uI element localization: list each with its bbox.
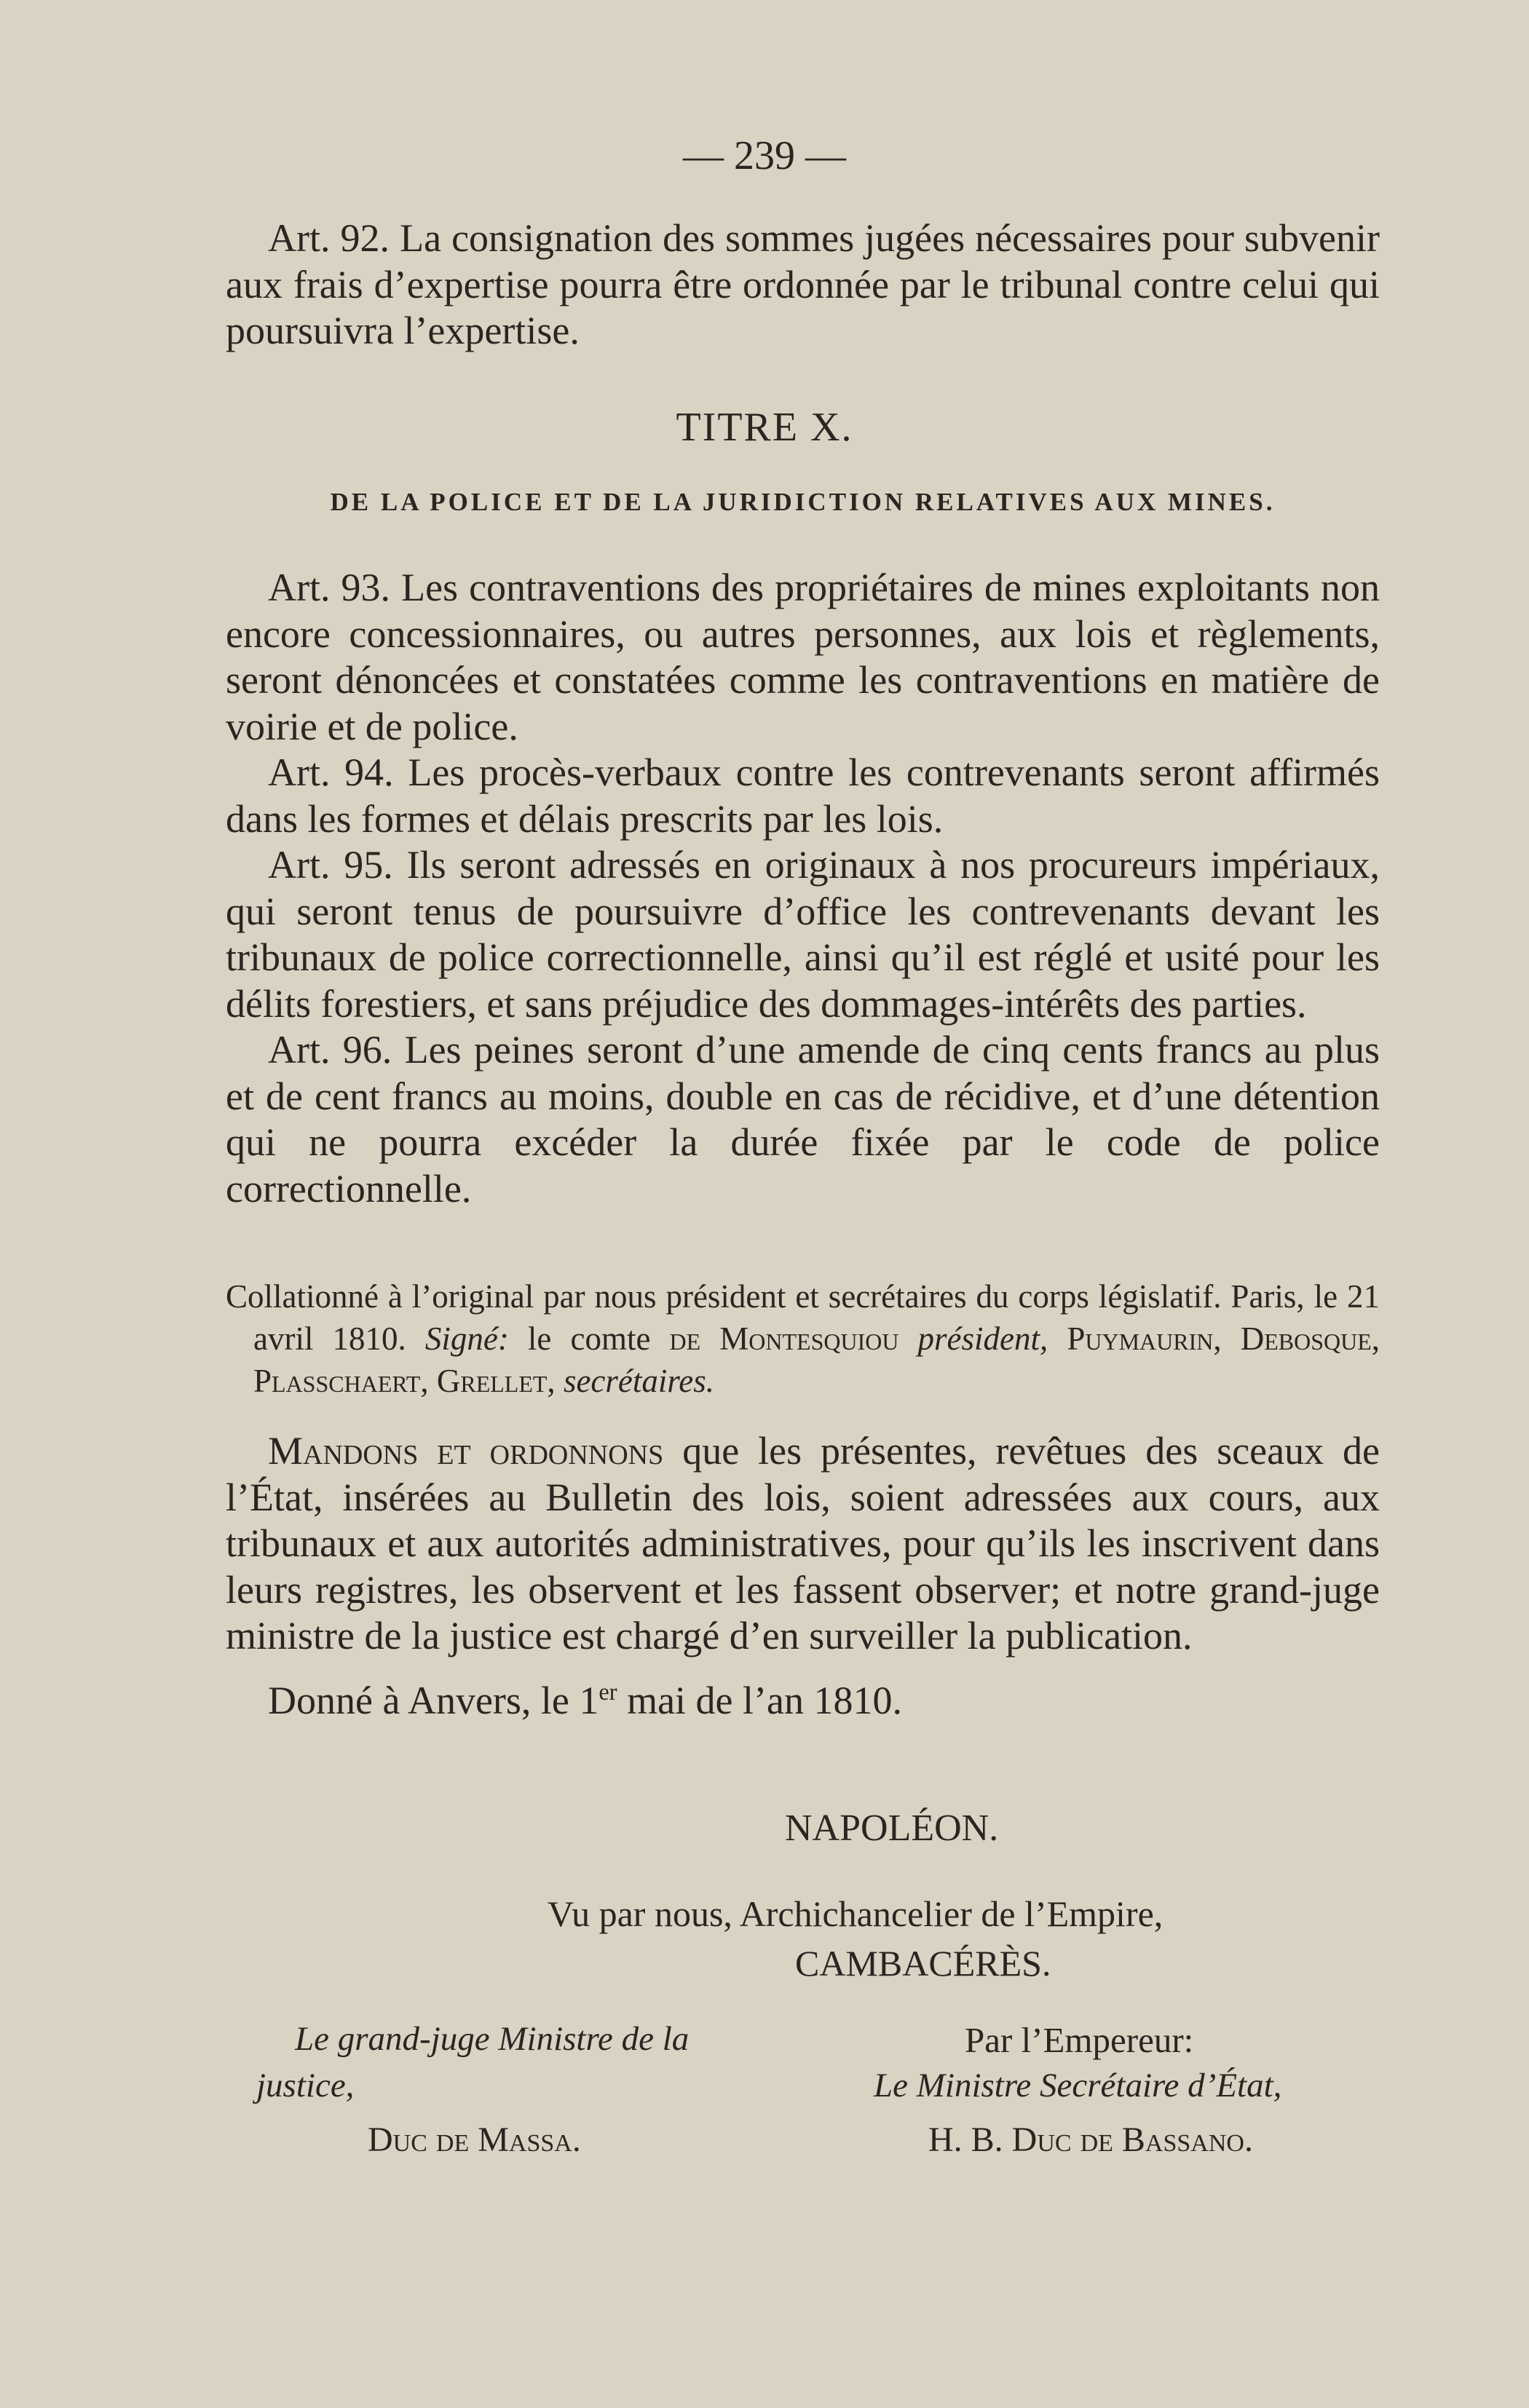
page-number: — 239 —: [683, 133, 846, 178]
section-subheading: DE LA POLICE ET DE LA JURIDICTION RELATIVES AUX MINES.: [330, 488, 1276, 516]
mandons-paragraph: Mandons et ordonnons que les présentes, revêtues des sceaux de l’État, insérées au Bulletin des lois, soient adressées aux cours, aux tribunaux et aux autorités administratives, pour qu’ils les inscrivent dans leurs registres, les observent et les fassent observer; et notre grand-juge ministre de la justice est chargé d’en surveiller la publication. Donné à Anvers, le 1er mai de l’an 1810.: [226, 1428, 1380, 1724]
article-label: Art. 93.: [268, 566, 391, 609]
section-title: TITRE X.: [676, 405, 853, 450]
left-sig-line1: Le grand-juge Ministre de la: [295, 2020, 690, 2058]
article-94: [226, 750, 1380, 842]
article-label: Art. 96.: [268, 1028, 392, 1072]
article-label: Art. 94.: [268, 750, 394, 794]
article-95: [226, 842, 1380, 1027]
article-text: Les peines seront d’une amende de cinq cents francs au plus et de cent francs au moins, double en cas de récidive, et d’une détention qui ne pourra excéder la durée fixée par le code de police correctionnelle.: [226, 1028, 1380, 1211]
collation-note: Collationné à l’original par nous président et secrétaires du corps législatif. Paris, le 21 avril 1810. Signé: le comte de Montesquiou président, Puymaurin, Debosque, Plasschaert, Grellet, secrétaires.: [226, 1278, 1380, 1399]
left-sig-name: Duc de Massa.: [368, 2120, 581, 2159]
article-text: Ils seront adressés en originaux à nos procureurs impériaux, qui seront tenus de poursuivre d’office les contrevenants devant les tribunaux de police correctionnelle, ainsi qu’il est réglé et usité pour les délits forestiers, et sans préjudice des dommages-intérêts des parties.: [226, 843, 1380, 1026]
right-sig-line2: Le Ministre Secrétaire d’État,: [874, 2067, 1282, 2104]
articles-93-96: [226, 565, 1380, 1212]
cambaceres-signature: CAMBACÉRÈS.: [795, 1943, 1051, 1984]
article-text: La consignation des sommes jugées nécessaires pour subvenir aux frais d’expertise pourra être ordonnée par le tribunal contre celui qui poursuivra l’expertise.: [226, 216, 1380, 352]
napoleon-signature: NAPOLÉON.: [785, 1807, 999, 1849]
article-93: [226, 565, 1380, 750]
left-sig-line2: justice,: [256, 2067, 355, 2104]
article-92: [226, 215, 1380, 355]
right-sig-name: H. B. Duc de Bassano.: [928, 2120, 1253, 2159]
right-sig-line1: Par l’Empereur:: [965, 2020, 1194, 2060]
article-text: Les contraventions des propriétaires de mines exploitants non encore concessionnaires, ou autres personnes, aux lois et règlements, seront dénoncées et constatées comme les contraventions en matière de voirie et de police.: [226, 566, 1380, 748]
article-label: Art. 95.: [268, 843, 393, 887]
article-label: Art. 92.: [268, 216, 390, 260]
article-96: [226, 1027, 1380, 1212]
article-text: Les procès-verbaux contre les contrevenants seront affirmés dans les formes et délais prescrits par les lois.: [226, 750, 1380, 841]
vu-par-line: Vu par nous, Archichancelier de l’Empire,: [548, 1893, 1163, 1934]
given-at-line: Donné à Anvers, le 1er mai de l’an 1810.: [268, 1678, 902, 1722]
